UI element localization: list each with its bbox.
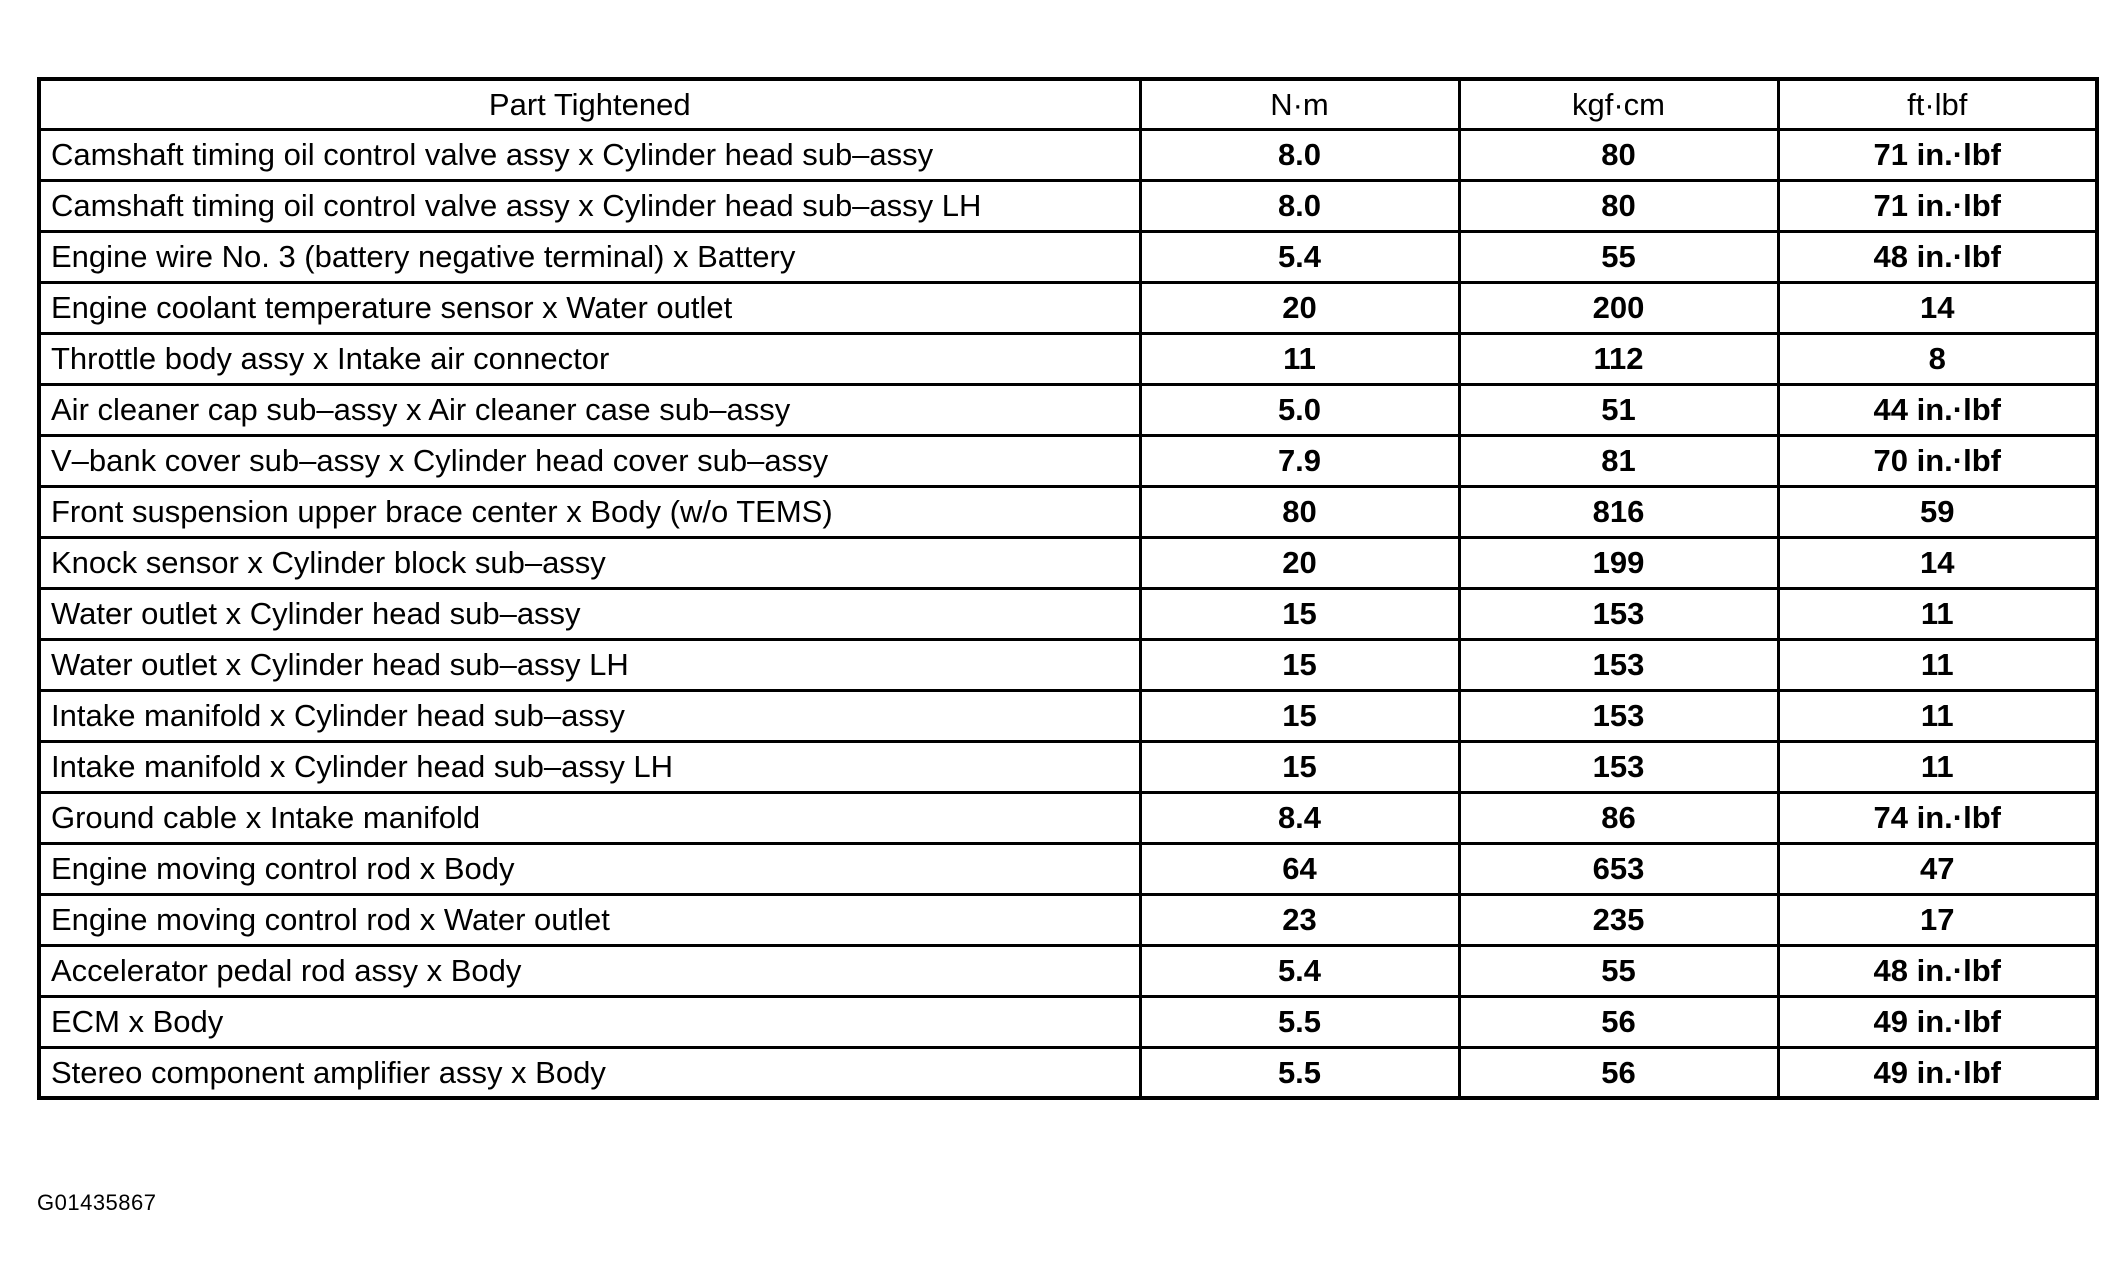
kgf-cm-cell: 112 [1459, 333, 1778, 384]
table-row [39, 1047, 2097, 1098]
nm-cell: 5.4 [1140, 945, 1459, 996]
part-cell: Stereo component amplifier assy x Body [39, 1047, 1140, 1098]
nm-cell: 23 [1140, 894, 1459, 945]
part-cell: Camshaft timing oil control valve assy x Cylinder head sub–assy LH [39, 180, 1140, 231]
part-cell: Water outlet x Cylinder head sub–assy LH [39, 639, 1140, 690]
table-row [39, 843, 2097, 894]
ft-lbf-cell: 11 [1778, 741, 2097, 792]
ft-lbf-cell: 47 [1778, 843, 2097, 894]
ft-lbf-cell: 11 [1778, 690, 2097, 741]
header-ft-lbf: ft·lbf [1778, 79, 2097, 129]
nm-cell: 5.5 [1140, 1047, 1459, 1098]
ft-lbf-cell: 48 in.·lbf [1778, 231, 2097, 282]
ft-lbf-cell: 11 [1778, 588, 2097, 639]
header-part-tightened: Part Tightened [39, 79, 1140, 129]
kgf-cm-cell: 153 [1459, 588, 1778, 639]
kgf-cm-cell: 55 [1459, 231, 1778, 282]
kgf-cm-cell: 56 [1459, 996, 1778, 1047]
table-row [39, 945, 2097, 996]
ft-lbf-cell: 49 in.·lbf [1778, 1047, 2097, 1098]
kgf-cm-cell: 153 [1459, 639, 1778, 690]
ft-lbf-cell: 48 in.·lbf [1778, 945, 2097, 996]
ft-lbf-cell: 71 in.·lbf [1778, 180, 2097, 231]
kgf-cm-cell: 55 [1459, 945, 1778, 996]
table-row [39, 231, 2097, 282]
part-cell: Front suspension upper brace center x Body (w/o TEMS) [39, 486, 1140, 537]
kgf-cm-cell: 153 [1459, 741, 1778, 792]
nm-cell: 8.0 [1140, 129, 1459, 180]
table-row [39, 537, 2097, 588]
ft-lbf-cell: 8 [1778, 333, 2097, 384]
table-row [39, 384, 2097, 435]
part-cell: Engine wire No. 3 (battery negative terminal) x Battery [39, 231, 1140, 282]
ft-lbf-cell: 70 in.·lbf [1778, 435, 2097, 486]
ft-lbf-cell: 14 [1778, 282, 2097, 333]
part-cell: Intake manifold x Cylinder head sub–assy LH [39, 741, 1140, 792]
ft-lbf-cell: 14 [1778, 537, 2097, 588]
kgf-cm-cell: 153 [1459, 690, 1778, 741]
nm-cell: 20 [1140, 537, 1459, 588]
part-cell: V–bank cover sub–assy x Cylinder head cover sub–assy [39, 435, 1140, 486]
nm-cell: 5.5 [1140, 996, 1459, 1047]
part-cell: Camshaft timing oil control valve assy x Cylinder head sub–assy [39, 129, 1140, 180]
part-cell: Ground cable x Intake manifold [39, 792, 1140, 843]
nm-cell: 15 [1140, 690, 1459, 741]
part-cell: Water outlet x Cylinder head sub–assy [39, 588, 1140, 639]
part-cell: Engine moving control rod x Water outlet [39, 894, 1140, 945]
nm-cell: 64 [1140, 843, 1459, 894]
table-row [39, 639, 2097, 690]
ft-lbf-cell: 49 in.·lbf [1778, 996, 2097, 1047]
figure-id: G01435867 [37, 1190, 157, 1215]
nm-cell: 11 [1140, 333, 1459, 384]
table-row [39, 741, 2097, 792]
ft-lbf-cell: 59 [1778, 486, 2097, 537]
nm-cell: 15 [1140, 588, 1459, 639]
table-body [39, 129, 2097, 1098]
part-cell: Engine moving control rod x Body [39, 843, 1140, 894]
kgf-cm-cell: 86 [1459, 792, 1778, 843]
kgf-cm-cell: 80 [1459, 129, 1778, 180]
part-cell: Accelerator pedal rod assy x Body [39, 945, 1140, 996]
kgf-cm-cell: 56 [1459, 1047, 1778, 1098]
table-row [39, 588, 2097, 639]
table-row [39, 792, 2097, 843]
kgf-cm-cell: 235 [1459, 894, 1778, 945]
ft-lbf-cell: 44 in.·lbf [1778, 384, 2097, 435]
kgf-cm-cell: 80 [1459, 180, 1778, 231]
table-row [39, 894, 2097, 945]
kgf-cm-cell: 653 [1459, 843, 1778, 894]
header-kgf-cm: kgf·cm [1459, 79, 1778, 129]
nm-cell: 5.0 [1140, 384, 1459, 435]
table-row [39, 180, 2097, 231]
table-row [39, 996, 2097, 1047]
kgf-cm-cell: 51 [1459, 384, 1778, 435]
part-cell: Air cleaner cap sub–assy x Air cleaner case sub–assy [39, 384, 1140, 435]
table-row [39, 333, 2097, 384]
ft-lbf-cell: 11 [1778, 639, 2097, 690]
part-cell: Knock sensor x Cylinder block sub–assy [39, 537, 1140, 588]
kgf-cm-cell: 199 [1459, 537, 1778, 588]
table-row [39, 282, 2097, 333]
kgf-cm-cell: 816 [1459, 486, 1778, 537]
kgf-cm-cell: 200 [1459, 282, 1778, 333]
table-row [39, 690, 2097, 741]
nm-cell: 15 [1140, 639, 1459, 690]
header-nm: N·m [1140, 79, 1459, 129]
part-cell: Engine coolant temperature sensor x Water outlet [39, 282, 1140, 333]
nm-cell: 8.4 [1140, 792, 1459, 843]
nm-cell: 5.4 [1140, 231, 1459, 282]
ft-lbf-cell: 74 in.·lbf [1778, 792, 2097, 843]
torque-spec-table [37, 77, 2099, 1100]
ft-lbf-cell: 71 in.·lbf [1778, 129, 2097, 180]
part-cell: Intake manifold x Cylinder head sub–assy [39, 690, 1140, 741]
kgf-cm-cell: 81 [1459, 435, 1778, 486]
nm-cell: 8.0 [1140, 180, 1459, 231]
table-row [39, 435, 2097, 486]
nm-cell: 80 [1140, 486, 1459, 537]
table-row [39, 129, 2097, 180]
table-row [39, 486, 2097, 537]
part-cell: ECM x Body [39, 996, 1140, 1047]
ft-lbf-cell: 17 [1778, 894, 2097, 945]
header-row [39, 79, 2097, 129]
nm-cell: 20 [1140, 282, 1459, 333]
part-cell: Throttle body assy x Intake air connector [39, 333, 1140, 384]
nm-cell: 7.9 [1140, 435, 1459, 486]
nm-cell: 15 [1140, 741, 1459, 792]
